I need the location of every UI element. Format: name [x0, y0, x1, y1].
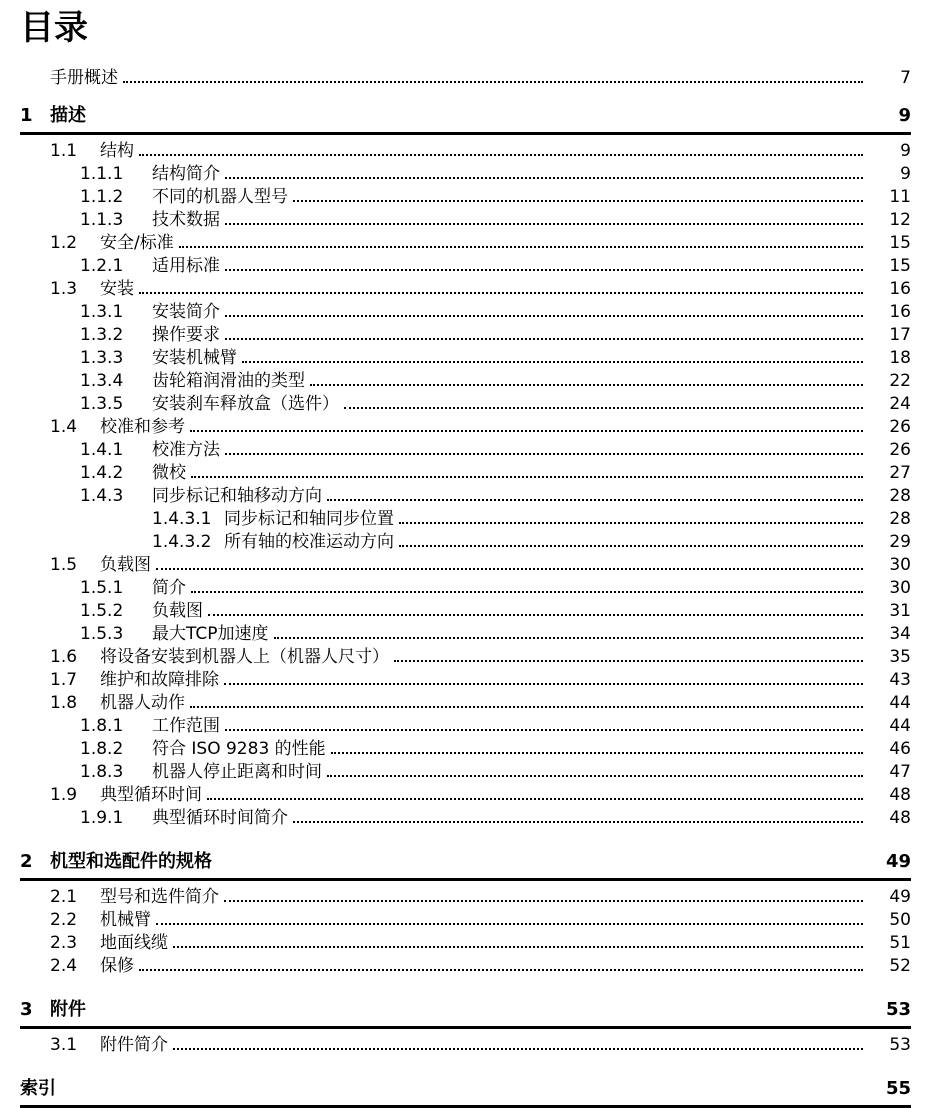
page-number: 48 [889, 785, 911, 805]
entry-number: 1.5 [50, 555, 78, 575]
dot-leader [331, 741, 863, 758]
page-number: 31 [889, 601, 911, 621]
toc-entry-2.1[interactable] [20, 886, 911, 909]
toc-chapter-2[interactable] [20, 850, 911, 873]
page-number: 46 [889, 739, 911, 759]
dot-leader [139, 958, 863, 975]
entry-number: 1.1.3 [80, 210, 124, 230]
entry-title: 校准和参考 [100, 417, 185, 437]
toc-entry-1.8.3[interactable] [20, 761, 911, 784]
entry-title: 附件 [50, 999, 86, 1020]
page-number: 22 [889, 371, 911, 391]
entry-number: 1.1 [50, 141, 78, 161]
dot-leader [394, 649, 863, 666]
entry-title: 描述 [50, 105, 86, 126]
dot-leader [344, 396, 863, 413]
entry-title: 微校 [152, 463, 186, 483]
entry-number: 1 [20, 105, 33, 126]
entry-title: 操作要求 [152, 325, 220, 345]
toc-entry-1.1.2[interactable] [20, 186, 911, 209]
page-number: 15 [889, 233, 911, 253]
toc-entry-1.8.1[interactable] [20, 715, 911, 738]
page-number: 16 [889, 302, 911, 322]
chapter-rule-2 [20, 878, 911, 881]
entry-number: 1.4.2 [80, 463, 124, 483]
dot-leader [212, 853, 863, 870]
entry-number: 1.1.2 [80, 187, 124, 207]
toc-entry-3.1[interactable] [20, 1034, 911, 1057]
entry-number: 2.2 [50, 910, 78, 930]
dot-leader [225, 212, 863, 229]
toc-entry-1.5[interactable] [20, 554, 911, 577]
dot-leader [156, 557, 863, 574]
entry-number: 1.7 [50, 670, 78, 690]
entry-title: 机械臂 [100, 910, 151, 930]
page-number: 17 [889, 325, 911, 345]
dot-leader [224, 672, 863, 689]
page-number: 44 [889, 716, 911, 736]
dot-leader [293, 810, 863, 827]
entry-title: 校准方法 [152, 440, 220, 460]
page-title: 目录 [20, 8, 88, 48]
entry-title: 附件简介 [100, 1035, 168, 1055]
entry-number: 1.3.4 [80, 371, 124, 391]
dot-leader [225, 327, 863, 344]
entry-number: 1.8.2 [80, 739, 124, 759]
dot-leader [190, 419, 863, 436]
entry-title: 机型和选配件的规格 [50, 851, 212, 872]
entry-number: 1.9.1 [80, 808, 124, 828]
toc-entry-1.4[interactable] [20, 416, 911, 439]
entry-number: 1.3.2 [80, 325, 124, 345]
entry-number: 1.8.3 [80, 762, 124, 782]
entry-title: 所有轴的校准运动方向 [224, 532, 394, 552]
toc-entry-2.3[interactable] [20, 932, 911, 955]
page-number: 28 [889, 486, 911, 506]
dot-leader [242, 350, 863, 367]
page-number: 50 [889, 910, 911, 930]
page-number: 52 [889, 956, 911, 976]
entry-title: 结构 [100, 141, 134, 161]
toc-entry-1.5.2[interactable] [20, 600, 911, 623]
entry-title: 索引 [20, 1078, 56, 1099]
dot-leader [327, 764, 863, 781]
entry-title: 技术数据 [152, 210, 220, 230]
entry-title: 齿轮箱润滑油的类型 [152, 371, 305, 391]
entry-number: 2 [20, 851, 33, 872]
entry-title: 不同的机器人型号 [152, 187, 288, 207]
page-number: 26 [889, 417, 911, 437]
entry-number: 1.8.1 [80, 716, 124, 736]
page-number: 30 [889, 578, 911, 598]
toc-entry-1.3.5[interactable] [20, 393, 911, 416]
entry-title: 典型循环时间简介 [152, 808, 288, 828]
entry-title: 机器人动作 [100, 693, 185, 713]
toc-entry-1.1[interactable] [20, 140, 911, 163]
page-number: 9 [900, 164, 911, 184]
page-number: 49 [885, 851, 911, 872]
dot-leader [399, 534, 863, 551]
entry-title: 安装刹车释放盒（选件） [152, 394, 339, 414]
entry-number: 1.2.1 [80, 256, 124, 276]
dot-leader [139, 143, 863, 160]
toc-entry-1.3.2[interactable] [20, 324, 911, 347]
entry-title: 负载图 [152, 601, 203, 621]
entry-title: 保修 [100, 956, 134, 976]
entry-number: 1.4.3.1 [152, 509, 212, 529]
entry-number: 2.3 [50, 933, 78, 953]
dot-leader [225, 304, 863, 321]
page-number: 35 [889, 647, 911, 667]
page-number: 7 [900, 68, 911, 88]
toc-chapter-1[interactable] [20, 104, 911, 127]
page-number: 29 [889, 532, 911, 552]
entry-number: 1.6 [50, 647, 78, 667]
entry-number: 1.3.3 [80, 348, 124, 368]
entry-title: 安装简介 [152, 302, 220, 322]
page-number: 9 [900, 141, 911, 161]
page-number: 53 [889, 1035, 911, 1055]
entry-title: 同步标记和轴同步位置 [224, 509, 394, 529]
dot-leader [86, 1001, 863, 1018]
entry-title: 典型循环时间 [100, 785, 202, 805]
page-number: 28 [889, 509, 911, 529]
page-number: 18 [889, 348, 911, 368]
entry-title: 安装 [100, 279, 134, 299]
entry-number: 1.5.2 [80, 601, 124, 621]
toc-entry-1.7[interactable] [20, 669, 911, 692]
toc-entry-1.5.1[interactable] [20, 577, 911, 600]
entry-number: 2.1 [50, 887, 78, 907]
dot-leader [191, 465, 863, 482]
dot-leader [225, 258, 863, 275]
entry-number: 2.4 [50, 956, 78, 976]
page-number: 24 [889, 394, 911, 414]
entry-title: 适用标准 [152, 256, 220, 276]
page-number: 15 [889, 256, 911, 276]
entry-number: 1.4.3.2 [152, 532, 212, 552]
entry-number: 1.2 [50, 233, 78, 253]
page-number: 47 [889, 762, 911, 782]
page-number: 43 [889, 670, 911, 690]
entry-number: 1.5.1 [80, 578, 124, 598]
toc-entry-1.3.1[interactable] [20, 301, 911, 324]
dot-leader [191, 580, 863, 597]
page-number: 34 [889, 624, 911, 644]
toc-entry-1.5.3[interactable] [20, 623, 911, 646]
toc-entry-1.9.1[interactable] [20, 807, 911, 830]
entry-title: 同步标记和轴移动方向 [152, 486, 322, 506]
page-number: 27 [889, 463, 911, 483]
dot-leader [399, 511, 863, 528]
dot-leader [225, 166, 863, 183]
entry-title: 最大TCP加速度 [152, 624, 269, 644]
entry-title: 地面线缆 [100, 933, 168, 953]
toc-entry-1.8.2[interactable] [20, 738, 911, 761]
entry-number: 1.4 [50, 417, 78, 437]
toc-entry-1.1.3[interactable] [20, 209, 911, 232]
dot-leader [86, 107, 863, 124]
entry-title: 机器人停止距离和时间 [152, 762, 322, 782]
entry-title: 结构简介 [152, 164, 220, 184]
entry-number: 1.4.3 [80, 486, 124, 506]
entry-title: 维护和故障排除 [100, 670, 219, 690]
entry-number: 1.5.3 [80, 624, 124, 644]
toc-entry-1.3[interactable] [20, 278, 911, 301]
dot-leader [139, 281, 863, 298]
entry-number: 3 [20, 999, 33, 1020]
dot-leader [225, 718, 863, 735]
page-number: 53 [885, 999, 911, 1020]
dot-leader [123, 70, 863, 87]
dot-leader [274, 626, 863, 643]
toc-entry-1.9[interactable] [20, 784, 911, 807]
page-number: 16 [889, 279, 911, 299]
toc-entry-2.4[interactable] [20, 955, 911, 978]
dot-leader [293, 189, 863, 206]
dot-leader [208, 603, 863, 620]
dot-leader [179, 235, 863, 252]
page-number: 51 [889, 933, 911, 953]
entry-number: 1.4.1 [80, 440, 124, 460]
entry-number: 1.9 [50, 785, 78, 805]
entry-number: 1.3.5 [80, 394, 124, 414]
entry-title: 符合 ISO 9283 的性能 [152, 739, 326, 759]
toc-index-heading[interactable] [20, 1077, 911, 1100]
entry-number: 1.3 [50, 279, 78, 299]
dot-leader [310, 373, 863, 390]
chapter-rule-1 [20, 132, 911, 135]
toc-entry-1.4.3.2[interactable] [20, 531, 911, 554]
page-number: 26 [889, 440, 911, 460]
toc-entry-front-matter[interactable] [20, 67, 911, 90]
page-number: 9 [898, 105, 911, 126]
page-number: 30 [889, 555, 911, 575]
entry-title: 安装机械臂 [152, 348, 237, 368]
entry-title: 型号和选件简介 [100, 887, 219, 907]
toc-entry-1.3.4[interactable] [20, 370, 911, 393]
dot-leader [173, 1037, 863, 1054]
toc-entry-1.2[interactable] [20, 232, 911, 255]
page-number: 49 [889, 887, 911, 907]
entry-title: 简介 [152, 578, 186, 598]
dot-leader [56, 1080, 863, 1097]
toc-entry-1.3.3[interactable] [20, 347, 911, 370]
page-number: 44 [889, 693, 911, 713]
page-number: 55 [885, 1078, 911, 1099]
toc-entry-1.4.2[interactable] [20, 462, 911, 485]
toc-entry-2.2[interactable] [20, 909, 911, 932]
entry-title: 安全/标准 [100, 233, 174, 253]
entry-number: 1.1.1 [80, 164, 124, 184]
toc-entry-1.2.1[interactable] [20, 255, 911, 278]
page-number: 48 [889, 808, 911, 828]
toc-chapter-3[interactable] [20, 998, 911, 1021]
page-number: 12 [889, 210, 911, 230]
entry-title: 将设备安装到机器人上（机器人尺寸） [100, 647, 389, 667]
dot-leader [173, 935, 863, 952]
toc-entry-1.4.3.1[interactable] [20, 508, 911, 531]
entry-number: 1.3.1 [80, 302, 124, 322]
dot-leader [156, 912, 863, 929]
dot-leader [225, 442, 863, 459]
entry-title: 手册概述 [50, 68, 118, 88]
dot-leader [190, 695, 863, 712]
page-number: 11 [889, 187, 911, 207]
dot-leader [207, 787, 863, 804]
entry-number: 1.8 [50, 693, 78, 713]
entry-title: 负载图 [100, 555, 151, 575]
toc-entry-1.4.1[interactable] [20, 439, 911, 462]
toc-entry-1.8[interactable] [20, 692, 911, 715]
entry-number: 3.1 [50, 1035, 78, 1055]
entry-title: 工作范围 [152, 716, 220, 736]
toc-entry-1.1.1[interactable] [20, 163, 911, 186]
dot-leader [327, 488, 863, 505]
toc-entry-1.6[interactable] [20, 646, 911, 669]
dot-leader [224, 889, 863, 906]
toc-entry-1.4.3[interactable] [20, 485, 911, 508]
chapter-rule-3 [20, 1026, 911, 1029]
